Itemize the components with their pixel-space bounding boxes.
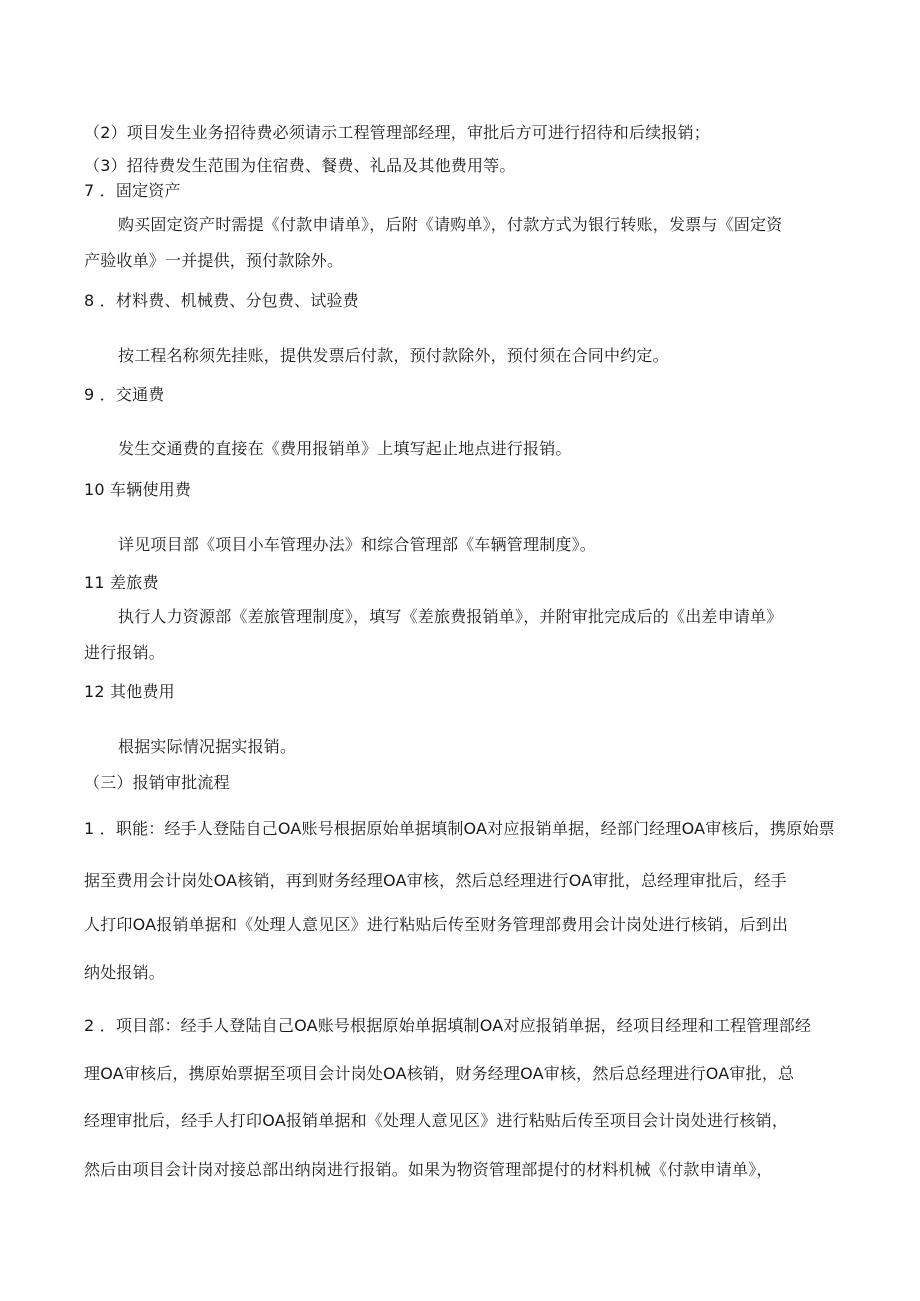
- text-line: （3）招待费发生范围为住宿费、餐费、礼品及其他费用等。: [84, 156, 516, 175]
- text-line: 1 ．职能：经手人登陆自己OA账号根据原始单据填制OA对应报销单据，经部门经理OA审核后，携原始票: [84, 819, 835, 838]
- section-heading: 10 车辆使用费: [84, 480, 192, 499]
- section-heading: 8 ．材料费、机械费、分包费、试验费: [84, 291, 359, 310]
- text-line: （2）项目发生业务招待费必须请示工程管理部经理，审批后方可进行招待和后续报销；: [84, 123, 710, 142]
- text-line: 理OA审核后，携原始票据至项目会计岗处OA核销，财务经理OA审核，然后总经理进行OA审批，总: [84, 1064, 795, 1083]
- text-line: 执行人力资源部《差旅管理制度》，填写《差旅费报销单》，并附审批完成后的《出差申请单》: [118, 607, 783, 626]
- text-line: 产验收单》一并提供，预付款除外。: [84, 251, 344, 270]
- section-heading: 11 差旅费: [84, 573, 159, 592]
- text-line: 据至费用会计岗处OA核销，再到财务经理OA审核，然后总经理进行OA审批，总经理审批后，经手: [84, 871, 787, 890]
- text-line: 进行报销。: [84, 643, 166, 662]
- text-line: 详见项目部《项目小车管理办法》和综合管理部《车辆管理制度》。: [118, 535, 597, 554]
- text-line: 2 ．项目部：经手人登陆自己OA账号根据原始单据填制OA对应报销单据，经项目经理和工程管理部经: [84, 1016, 812, 1035]
- section-heading: 7 ．固定资产: [84, 181, 181, 200]
- text-line: 根据实际情况据实报销。: [118, 737, 297, 756]
- text-line: 购买固定资产时需提《付款申请单》，后附《请购单》，付款方式为银行转账，发票与《固定资: [118, 215, 783, 234]
- text-line: 纳处报销。: [84, 963, 166, 982]
- section-heading: 9 ．交通费: [84, 385, 165, 404]
- text-line: 人打印OA报销单据和《处理人意见区》进行粘贴后传至财务管理部费用会计岗处进行核销，后到出: [84, 915, 789, 934]
- text-line: 发生交通费的直接在《费用报销单》上填写起止地点进行报销。: [118, 439, 572, 458]
- text-line: 经理审批后，经手人打印OA报销单据和《处理人意见区》进行粘贴后传至项目会计岗处进行核销，: [84, 1111, 789, 1130]
- subsection-heading: （三）报销审批流程: [84, 773, 230, 792]
- text-line: 按工程名称须先挂账，提供发票后付款，预付款除外，预付须在合同中约定。: [118, 346, 669, 365]
- text-line: 然后由项目会计岗对接总部出纳岗进行报销。如果为物资管理部提付的材料机械《付款申请单》，: [84, 1160, 773, 1179]
- section-heading: 12 其他费用: [84, 682, 175, 701]
